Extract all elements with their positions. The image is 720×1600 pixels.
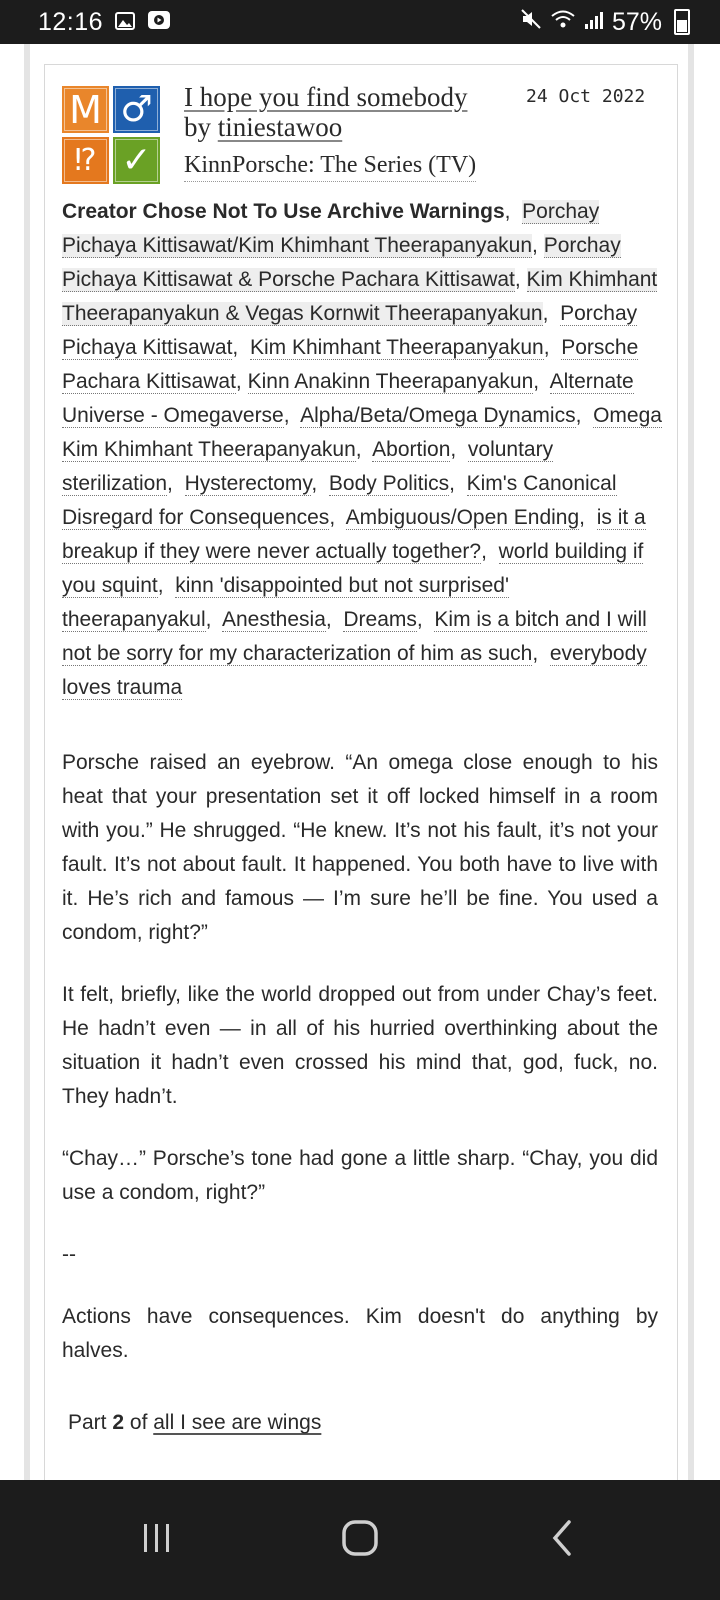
tag-list: Creator Chose Not To Use Archive Warnings, Porchay Pichaya Kittisawat/Kim Khimhant Theerapanyakun, Porchay Pichaya Kittisawat & Porsche Pachara Kittisawat, Kim Khimhant Theerapanyakun & Vegas Kornwit Theerapanyakun, Porchay Pichaya Kittisawat, Kim Khimhant Theerapanyakun, Porsche Pachara Kittisawat, Kinn Anakinn Theerapanyakun, Alternate Universe - Omegaverse, Alpha/Beta/Omega Dynamics, Omega Kim Khimhant Theerapanyakun, Abortion, voluntary sterilization, Hysterectomy, Body Politics, Kim's Canonical Disregard for Consequences, Ambiguous/Open Ending, is it a breakup if they were never actually together?, world building if you squint, kinn 'disappointed but not surprised' theerapanyakul, Anesthesia, Dreams, Kim is a bitch and I will not be sorry for my characterization of him as such, everybody loves trauma xyxy=(62,200,662,699)
fandom-link[interactable]: KinnPorsche: The Series (TV) xyxy=(184,152,476,182)
freeform-tag[interactable]: Abortion xyxy=(372,438,451,461)
rating-mature-icon[interactable]: M xyxy=(62,86,109,133)
freeform-tag[interactable]: everybody loves trauma xyxy=(62,642,647,699)
part-number: 2 xyxy=(112,1411,125,1434)
byline xyxy=(184,112,514,142)
freeform-tag[interactable]: Alpha/Beta/Omega Dynamics xyxy=(300,404,576,427)
warning-choose-not-icon[interactable]: ⁉ xyxy=(62,137,109,184)
right-rail xyxy=(688,44,694,1510)
relationship-tag[interactable]: Porchay Pichaya Kittisawat & Porsche Pachara Kittisawat xyxy=(62,234,621,291)
summary xyxy=(62,746,658,1396)
part-label: Part xyxy=(68,1411,107,1434)
summary-divider: -- xyxy=(62,1243,76,1266)
summary-paragraph: Actions have consequences. Kim doesn't do anything by halves. xyxy=(62,1305,658,1362)
category-mm-icon[interactable]: ♂ xyxy=(113,86,160,133)
relationship-tag[interactable]: Kim Khimhant Theerapanyakun & Vegas Kornwit Theerapanyakun xyxy=(62,268,658,325)
warning-tag[interactable]: Creator Chose Not To Use Archive Warnings xyxy=(62,200,505,223)
back-icon xyxy=(547,1518,577,1558)
freeform-tag[interactable]: Anesthesia xyxy=(221,608,326,631)
gallery-icon xyxy=(115,8,135,37)
navigation-bar xyxy=(0,1480,720,1600)
status-time: 12:16 xyxy=(38,7,104,36)
home-button[interactable] xyxy=(330,1508,390,1568)
complete-work-icon[interactable]: ✓ xyxy=(113,137,160,184)
freeform-tag[interactable]: Dreams xyxy=(343,608,417,631)
summary-paragraph: It felt, briefly, like the world dropped out from under Chay’s feet. He hadn’t even — in all of his hurried overthinking about the situation it hadn’t even crossed his mind that, god, fuck, no. They hadn’t. xyxy=(62,983,658,1108)
character-tag[interactable]: Porchay Pichaya Kittisawat xyxy=(62,302,638,359)
freeform-tag[interactable]: Kim's Canonical Disregard for Consequences xyxy=(62,472,617,529)
battery-percent: 57% xyxy=(611,7,662,36)
freeform-tag[interactable]: Kim is a bitch and I will not be sorry for my characterization of him as such xyxy=(62,608,647,665)
status-right xyxy=(520,0,690,44)
back-button[interactable] xyxy=(532,1508,592,1568)
character-tag[interactable]: Porsche Pachara Kittisawat xyxy=(62,336,639,393)
character-tag[interactable]: Kinn Anakinn Theerapanyakun xyxy=(247,370,534,393)
recent-apps-button[interactable] xyxy=(127,1508,187,1568)
battery-icon xyxy=(674,9,690,35)
series-link[interactable]: all I see are wings xyxy=(153,1411,322,1434)
summary-paragraph: Porsche raised an eyebrow. “An omega close enough to his heat that your presentation set it off locked himself in a room with you.” He shrugged. “He knew. It’s not his fault, it’s not your fault. It’s not about fault. It happened. You both have to live with it. He’s rich and famous — I’m sure he’ll be fine. You used a condom, right?” xyxy=(62,751,658,944)
series-info xyxy=(68,1411,321,1435)
work-date: 24 Oct 2022 xyxy=(526,86,646,107)
of-label: of xyxy=(129,1411,148,1434)
work-heading xyxy=(184,82,514,142)
recent-apps-icon xyxy=(140,1521,174,1555)
home-icon xyxy=(340,1518,380,1558)
work-title-link[interactable]: I hope you find somebody xyxy=(184,82,468,112)
freeform-tag[interactable]: voluntary sterilization xyxy=(62,438,554,495)
signal-icon xyxy=(584,8,604,37)
required-tags xyxy=(62,86,162,186)
freeform-tag[interactable]: is it a breakup if they were never actually together? xyxy=(62,506,646,563)
author-link[interactable]: tiniestawoo xyxy=(217,112,343,142)
relationship-tag[interactable]: Porchay Pichaya Kittisawat/Kim Khimhant Theerapanyakun xyxy=(62,200,600,257)
wifi-icon xyxy=(550,8,576,37)
freeform-tag[interactable]: Ambiguous/Open Ending xyxy=(345,506,580,529)
freeform-tag[interactable]: world building if you squint xyxy=(62,540,644,597)
freeform-tag[interactable]: kinn 'disappointed but not surprised' theerapanyakul xyxy=(62,574,509,631)
summary-paragraph: “Chay…” Porsche’s tone had gone a little sharp. “Chay, you did use a condom, right?” xyxy=(62,1147,658,1204)
freeform-tag[interactable]: Hysterectomy xyxy=(184,472,312,495)
character-tag[interactable]: Kim Khimhant Theerapanyakun xyxy=(249,336,544,359)
media-icon xyxy=(147,8,171,37)
mute-icon xyxy=(520,8,542,37)
by-label: by xyxy=(184,112,211,142)
freeform-tag[interactable]: Omega Kim Khimhant Theerapanyakun xyxy=(62,404,662,461)
freeform-tag[interactable]: Body Politics xyxy=(328,472,450,495)
status-bar xyxy=(0,0,720,44)
left-rail xyxy=(24,44,30,1510)
freeform-tag[interactable]: Alternate Universe - Omegaverse xyxy=(62,370,634,427)
